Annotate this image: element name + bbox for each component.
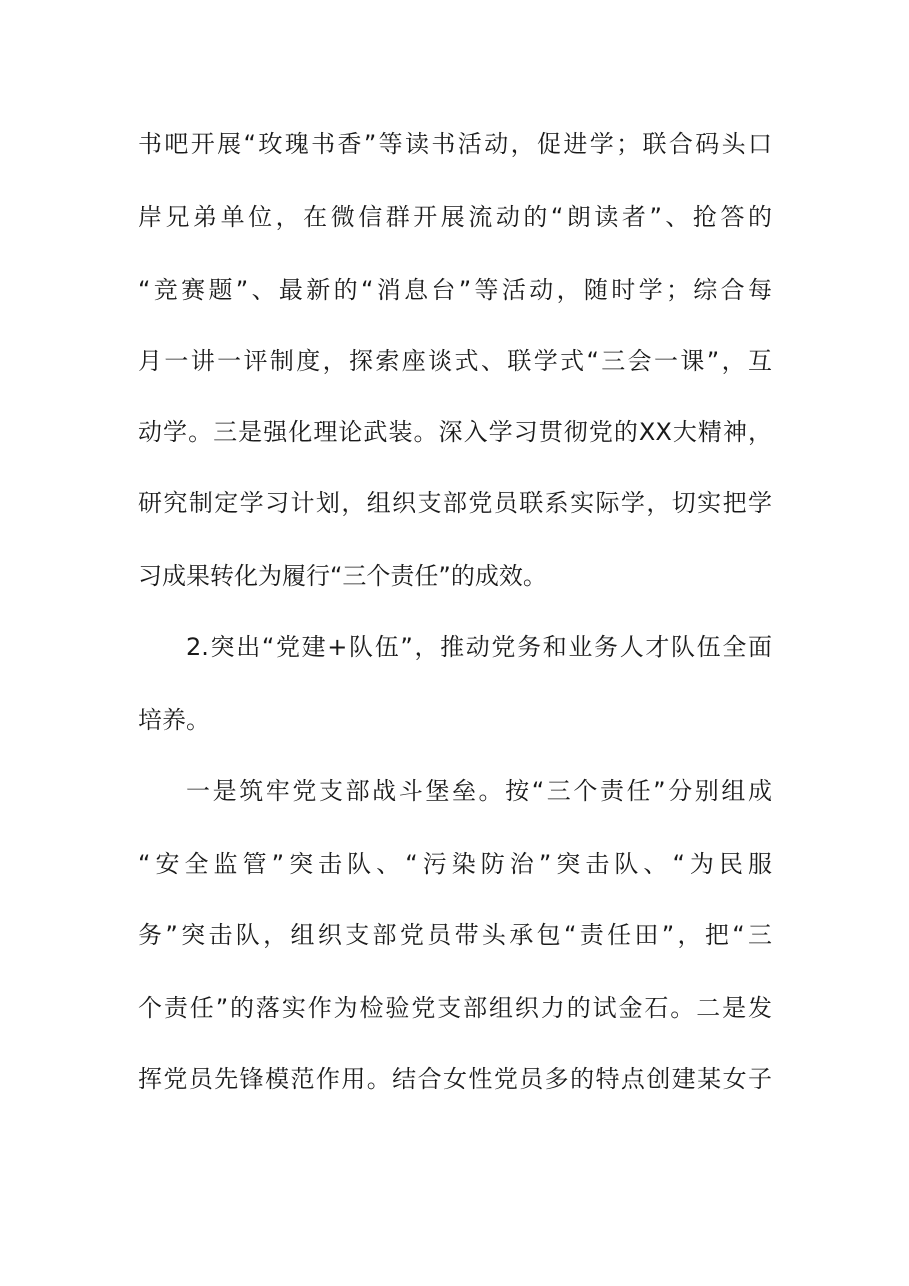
paragraph-1-line-2: 岸兄弟单位，在微信群开展流动的“朗读者”、抢答的 [138, 203, 772, 231]
paragraph-3-line-4: 个责任”的落实作为检验党支部组织力的试金石。二是发 [138, 994, 772, 1022]
paragraph-1-line-6: 研究制定学习计划，组织支部党员联系实际学，切实把学 [138, 489, 772, 517]
paragraph-3-line-3: 务”突击队，组织支部党员带头承包“责任田”，把“三 [138, 921, 772, 949]
heading-2-line-1: 2.突出“党建+队伍”，推动党务和业务人才队伍全面 [186, 633, 772, 661]
paragraph-1-line-5: 动学。三是强化理论武装。深入学习贯彻党的XX大精神， [138, 418, 772, 446]
paragraph-1-line-4: 月一讲一评制度，探索座谈式、联学式“三会一课”，互 [138, 347, 772, 375]
paragraph-1-line-7: 习成果转化为履行“三个责任”的成效。 [138, 562, 547, 590]
paragraph-3-line-1: 一是筑牢党支部战斗堡垒。按“三个责任”分别组成 [186, 777, 772, 805]
paragraph-3-line-5: 挥党员先锋模范作用。结合女性党员多的特点创建某女子 [138, 1065, 772, 1093]
paragraph-3-line-2: “安全监管”突击队、“污染防治”突击队、“为民服 [138, 850, 772, 878]
heading-2-line-2: 培养。 [138, 706, 210, 734]
paragraph-1-line-3: “竞赛题”、最新的“消息台”等活动，随时学；综合每 [138, 276, 772, 304]
paragraph-1-line-1: 书吧开展“玫瑰书香”等读书活动，促进学；联合码头口 [138, 130, 772, 158]
